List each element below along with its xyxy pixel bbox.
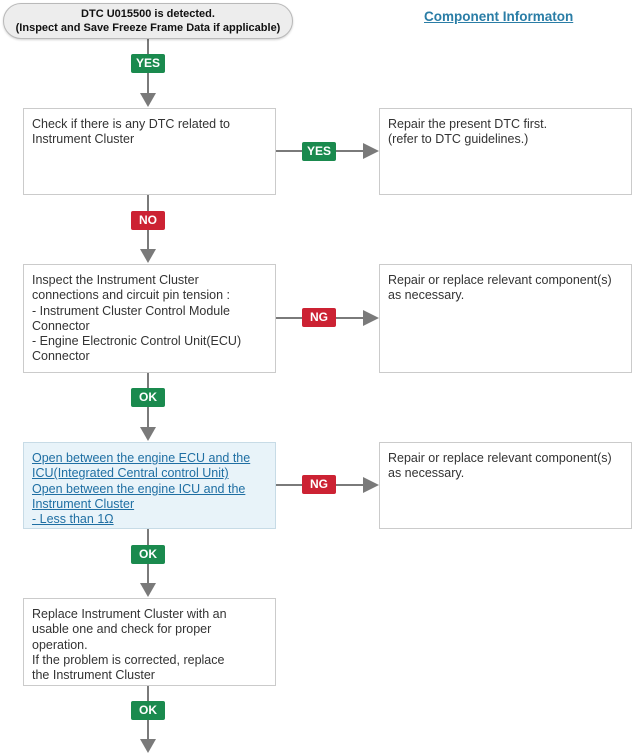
start-node xyxy=(3,3,293,39)
component-information-link[interactable]: Component Informaton xyxy=(424,9,574,24)
step-text: connections and circuit pin tension : xyxy=(32,288,231,303)
arrowhead xyxy=(140,739,156,753)
arrowhead xyxy=(140,249,156,263)
step-text: Connector xyxy=(32,349,90,364)
result-repair-component-2 xyxy=(379,442,632,529)
ng-badge: NG xyxy=(302,475,336,494)
result-repair-component xyxy=(379,264,632,373)
step-replace-cluster xyxy=(23,598,276,686)
step-text: Check if there is any DTC related to xyxy=(32,117,230,131)
yes-badge: YES xyxy=(131,54,165,73)
result-text: as necessary. xyxy=(388,466,465,481)
ng-badge: NG xyxy=(302,308,336,327)
step-check-open-circuit xyxy=(23,442,276,529)
step-text: - Engine Electronic Control Unit(ECU) xyxy=(32,334,242,349)
open-circuit-link[interactable]: Instrument Cluster xyxy=(32,496,135,511)
step-text: If the problem is corrected, replace xyxy=(32,652,225,667)
arrowhead xyxy=(140,583,156,597)
step-text: Instrument Cluster xyxy=(32,132,135,147)
step-text: Inspect the Instrument Cluster xyxy=(32,273,199,287)
open-circuit-link[interactable]: Open between the engine ICU and the xyxy=(32,481,246,496)
step-text: operation. xyxy=(32,637,88,652)
step-text: the Instrument Cluster xyxy=(32,668,155,683)
open-circuit-link[interactable]: - Less than 1Ω xyxy=(32,512,114,527)
arrowhead xyxy=(140,427,156,441)
step-text: Connector xyxy=(32,318,90,333)
start-line-1: DTC U015500 is detected. xyxy=(81,8,215,20)
result-repair-dtc xyxy=(379,108,632,195)
start-line-2: (Inspect and Save Freeze Frame Data if applicable) xyxy=(15,22,281,34)
arrowhead xyxy=(363,143,379,159)
open-circuit-link[interactable]: ICU(Integrated Central control Unit) xyxy=(32,466,229,481)
result-text: Repair or replace relevant component(s) xyxy=(388,273,612,287)
arrowhead xyxy=(363,310,379,326)
result-text: (refer to DTC guidelines.) xyxy=(388,132,529,147)
step-text: - Instrument Cluster Control Module xyxy=(32,303,230,318)
ok-badge: OK xyxy=(131,388,165,407)
no-badge: NO xyxy=(131,211,165,230)
arrowhead xyxy=(363,477,379,493)
result-text: Repair the present DTC first. xyxy=(388,117,548,131)
step-check-dtc xyxy=(23,108,276,195)
step-text: usable one and check for proper xyxy=(32,622,212,637)
ok-badge: OK xyxy=(131,701,165,720)
result-text: as necessary. xyxy=(388,288,465,303)
result-text: Repair or replace relevant component(s) xyxy=(388,451,612,465)
ok-badge: OK xyxy=(131,545,165,564)
yes-badge: YES xyxy=(302,142,336,161)
step-inspect-connections xyxy=(23,264,276,373)
step-text: Replace Instrument Cluster with an xyxy=(32,607,227,621)
open-circuit-link[interactable]: Open between the engine ECU and the xyxy=(32,451,251,465)
arrowhead xyxy=(140,93,156,107)
